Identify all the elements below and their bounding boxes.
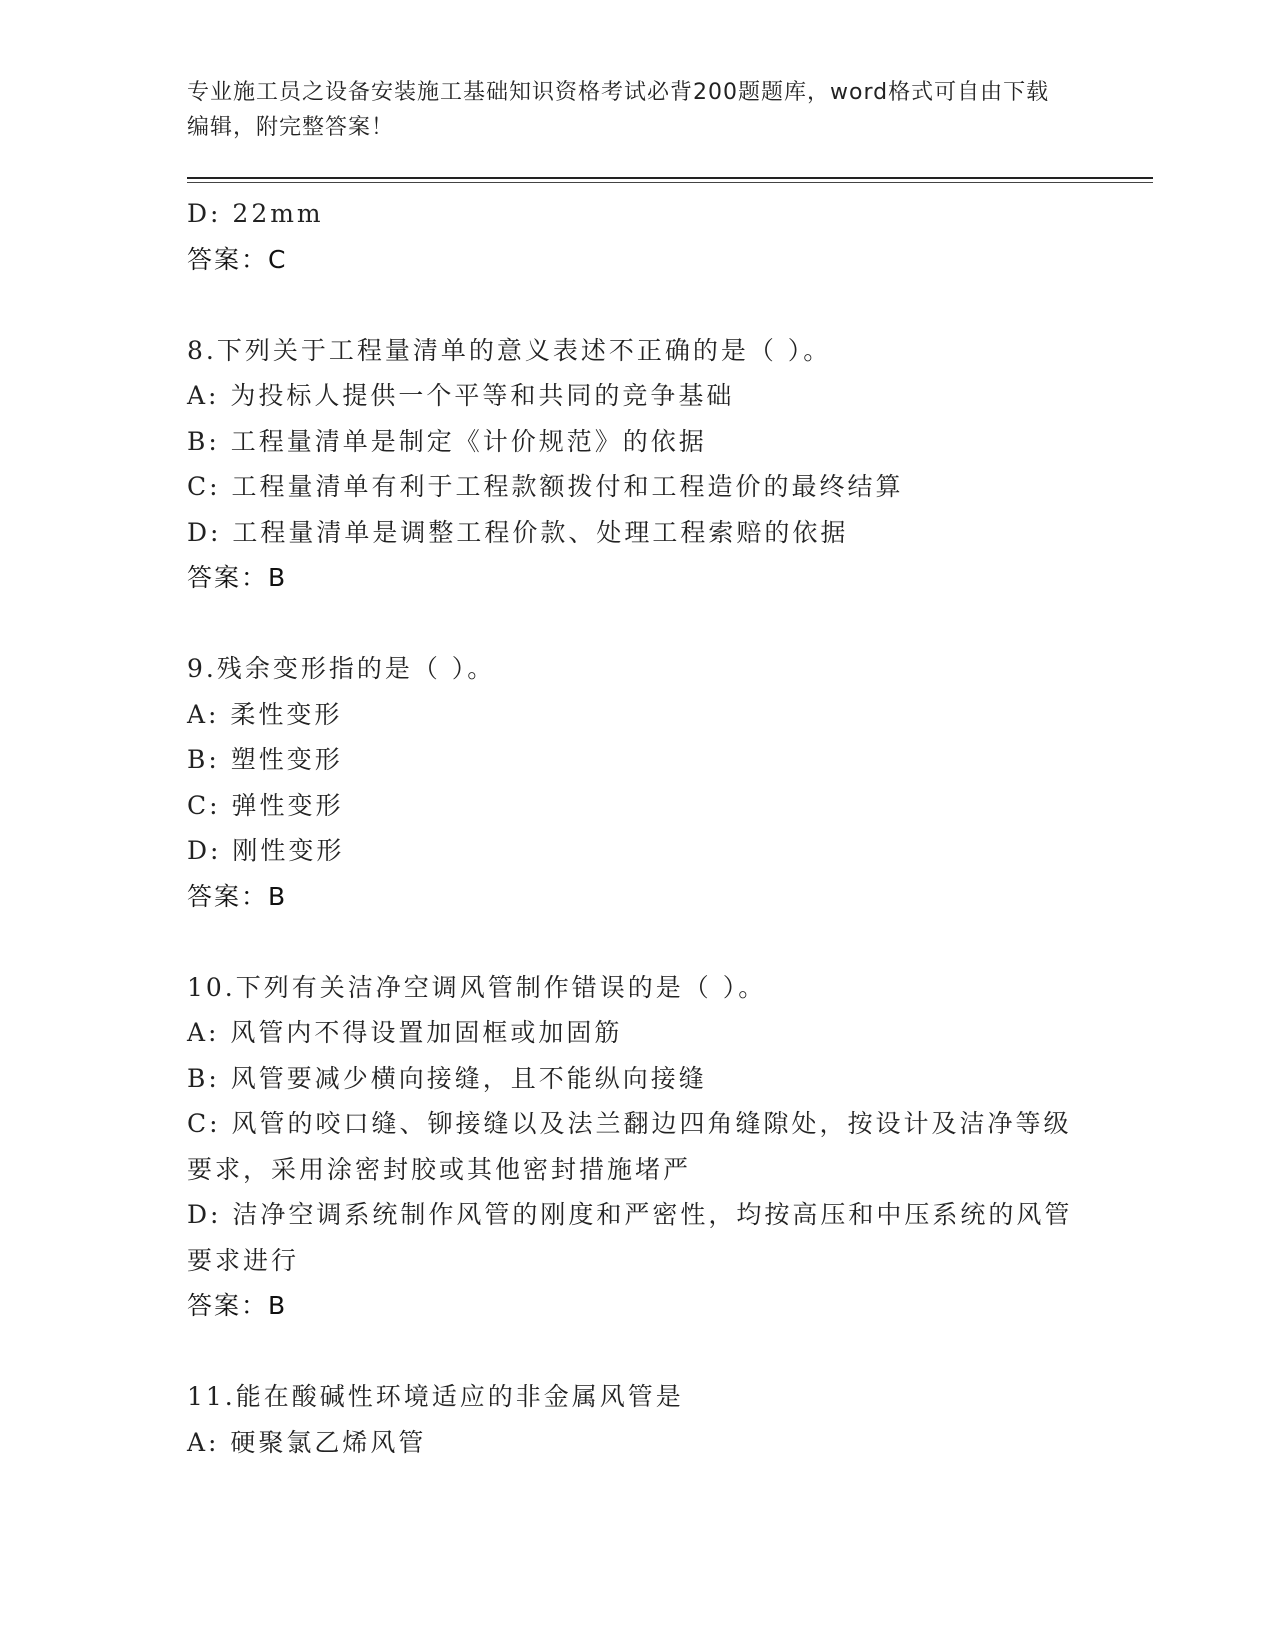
option-text: D: 洁净空调系统制作风管的刚度和严密性，均按高压和中压系统的风管要求进行	[187, 1200, 1073, 1275]
option-text: B: 风管要减少横向接缝，且不能纵向接缝	[187, 1063, 707, 1093]
option-text: B: 工程量清单是制定《计价规范》的依据	[187, 426, 707, 456]
question-text: 10.下列有关洁净空调风管制作错误的是（ ）。	[187, 972, 767, 1002]
answer-line: 答案：B	[187, 881, 288, 911]
option-text: C: 风管的咬口缝、铆接缝以及法兰翻边四角缝隙处，按设计及洁净等级要求，采用涂密封胶或其他密封措施堵严	[187, 1109, 1072, 1184]
question-text: 9.残余变形指的是（ ）。	[187, 654, 496, 683]
option-text: C: 工程量清单有利于工程款额拨付和工程造价的最终结算	[187, 472, 904, 501]
option-text: A: 硬聚氯乙烯风管	[187, 1427, 427, 1457]
answer-line: 答案：C	[187, 244, 288, 274]
option-text: A: 风管内不得设置加固框或加固筋	[187, 1018, 623, 1047]
question-text: 11.能在酸碱性环境适应的非金属风管是	[187, 1382, 684, 1411]
option-text: A: 柔性变形	[187, 699, 343, 729]
option-text: D: 22mm	[187, 199, 324, 228]
spacer	[187, 601, 1077, 647]
header-divider-thin	[187, 182, 1153, 183]
spacer	[187, 282, 1077, 328]
answer-line: 答案：B	[187, 1291, 288, 1320]
option-text: B: 塑性变形	[187, 745, 343, 774]
page-header: 专业施工员之设备安装施工基础知识资格考试必背200题题库，word格式可自由下载编辑，附完整答案！	[187, 80, 1050, 140]
spacer	[187, 919, 1077, 965]
question-text: 8.下列关于工程量清单的意义表述不正确的是（ ）。	[187, 335, 832, 365]
header-divider	[187, 177, 1153, 179]
option-text: D: 刚性变形	[187, 836, 345, 865]
option-text: C: 弹性变形	[187, 790, 344, 820]
answer-line: 答案：B	[187, 563, 288, 592]
option-text: A: 为投标人提供一个平等和共同的竞争基础	[187, 381, 735, 410]
question-list	[187, 191, 1077, 1465]
option-text: D: 工程量清单是调整工程价款、处理工程索赔的依据	[187, 517, 849, 547]
spacer	[187, 1329, 1077, 1375]
